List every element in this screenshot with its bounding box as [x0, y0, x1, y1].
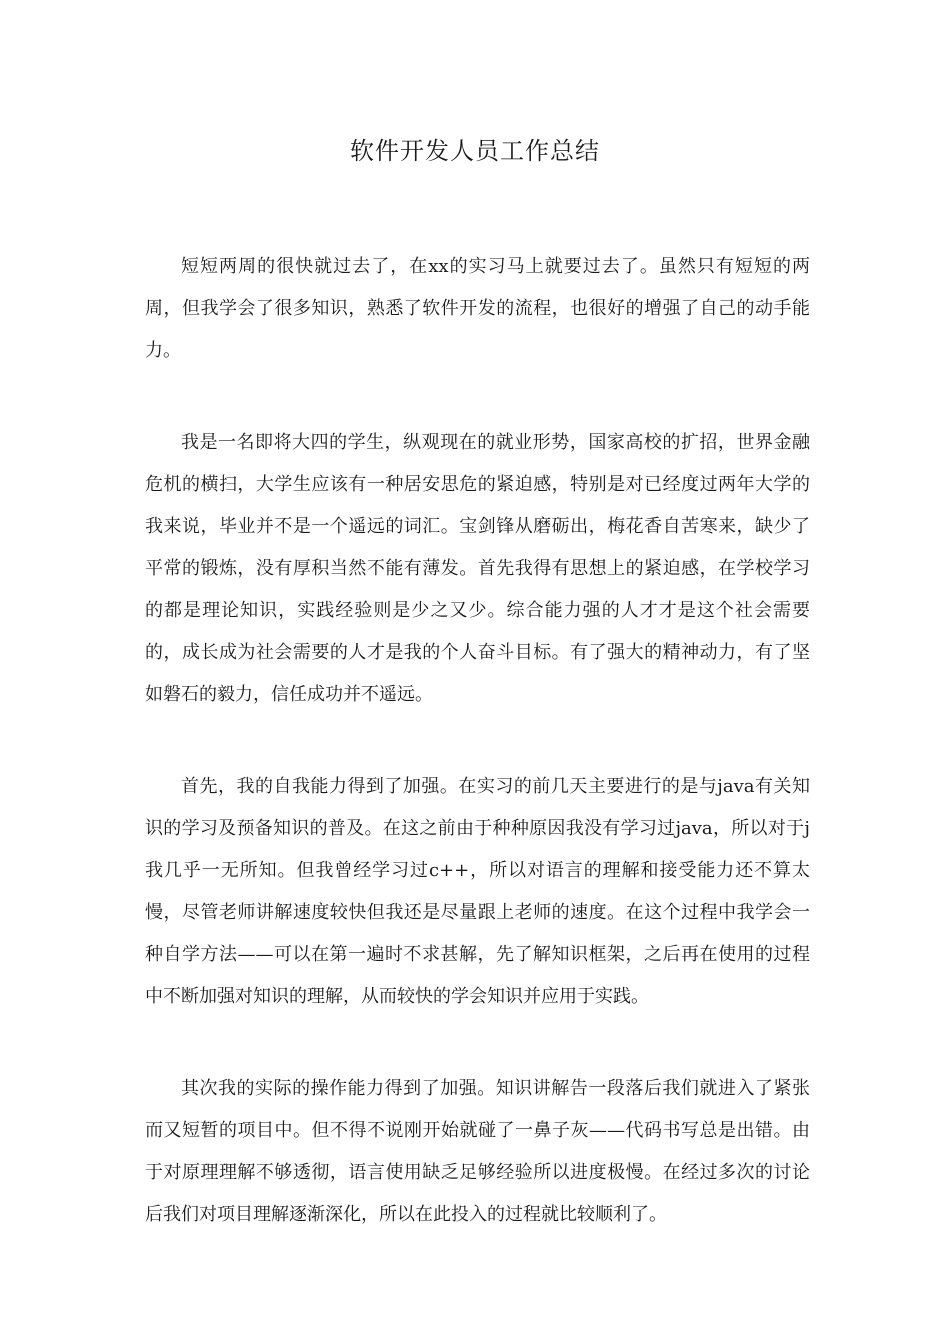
document-body	[145, 246, 810, 1286]
paragraph-1: 短短两周的很快就过去了，在xx的实习马上就要过去了。虽然只有短短的两周，但我学会了很多知识，熟悉了软件开发的流程，也很好的增强了自己的动手能力。	[145, 256, 810, 361]
paragraph-4: 其次我的实际的操作能力得到了加强。知识讲解告一段落后我们就进入了紧张而又短暂的项目中。但不得不说刚开始就碰了一鼻子灰——代码书写总是出错。由于对原理理解不够透彻，语言使用缺乏足够经验所以进度极慢。在经过多次的讨论后我们对项目理解逐渐深化，所以在此投入的过程就比较顺利了。	[145, 1078, 810, 1225]
paragraph-2: 我是一名即将大四的学生，纵观现在的就业形势，国家高校的扩招，世界金融危机的横扫，大学生应该有一种居安思危的紧迫感，特别是对已经度过两年大学的我来说，毕业并不是一个遥远的词汇。宝剑锋从磨砺出，梅花香自苦寒来，缺少了平常的锻炼，没有厚积当然不能有薄发。首先我得有思想上的紧迫感，在学校学习的都是理论知识，实践经验则是少之又少。综合能力强的人才才是这个社会需要的，成长成为社会需要的人才是我的个人奋斗目标。有了强大的精神动力，有了坚如磐石的毅力，信任成功并不遥远。	[145, 432, 810, 705]
document-title: 软件开发人员工作总结	[350, 137, 600, 165]
paragraph-3: 首先，我的自我能力得到了加强。在实习的前几天主要进行的是与java有关知识的学习及预备知识的普及。在这之前由于种种原因我没有学习过java，所以对于j我几乎一无所知。但我曾经学习过c++，所以对语言的理解和接受能力还不算太慢，尽管老师讲解速度较快但我还是尽量跟上老师的速度。在这个过程中我学会一种自学方法——可以在第一遍时不求甚解，先了解知识框架，之后再在使用的过程中不断加强对知识的理解，从而较快的学会知识并应用于实践。	[145, 776, 810, 1007]
